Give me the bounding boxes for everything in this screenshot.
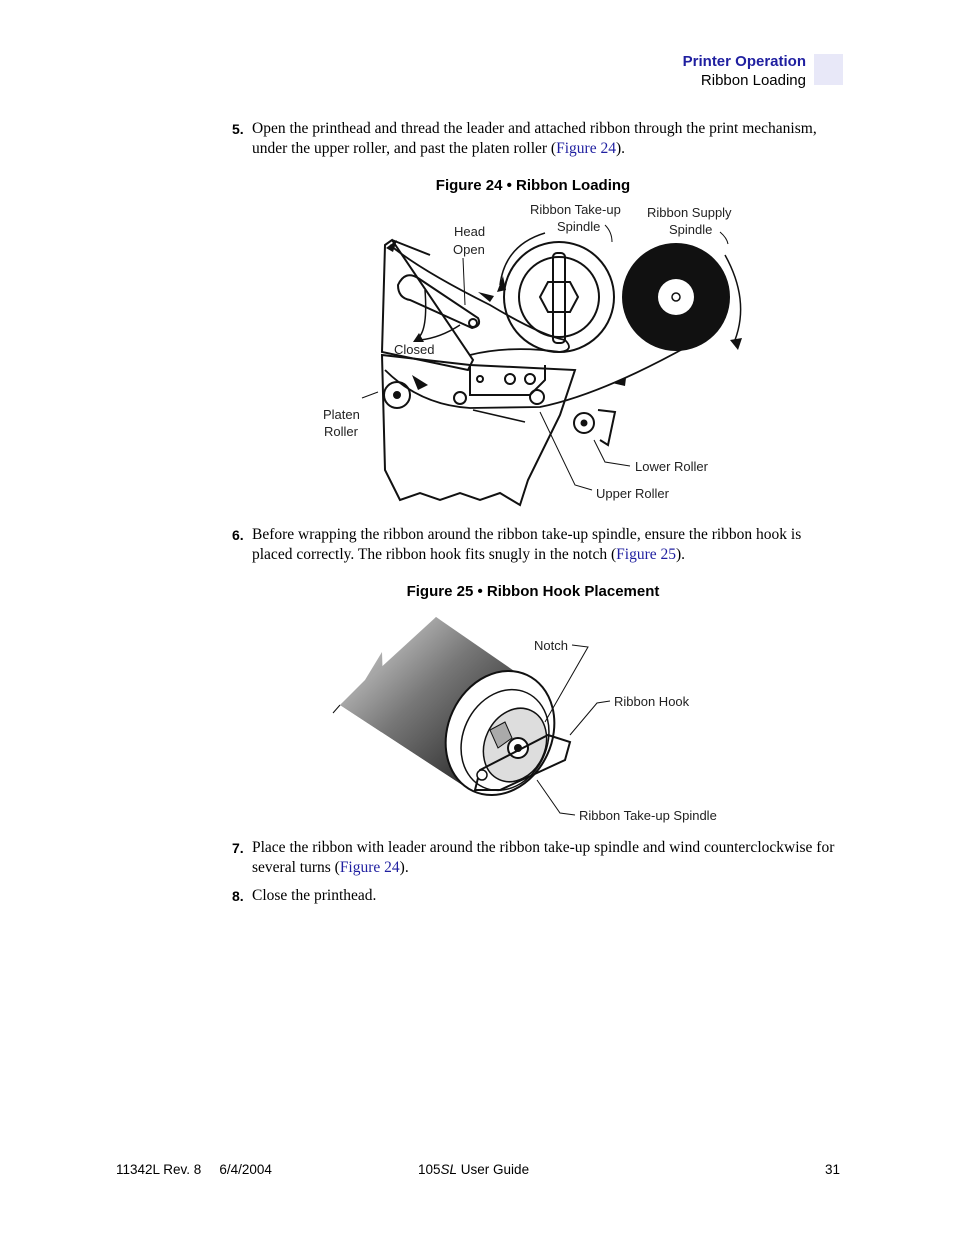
step-5 <box>232 119 842 159</box>
label-take-up-spindle: Ribbon Take-up Spindle <box>579 808 717 823</box>
figure-24-link[interactable]: Figure 24 <box>556 140 616 157</box>
label-supply-line2: Spindle <box>669 222 713 237</box>
label-platen-line1: Platen <box>323 407 360 422</box>
take-up-spindle <box>504 242 614 352</box>
footer-page-number: 31 <box>825 1162 841 1177</box>
label-take-up-line2: Spindle <box>557 219 601 234</box>
step-text: Open the printhead and thread the leader and attached ribbon through the print mechanism, under the upper roller, and past the platen roller (Figure 24). <box>252 120 817 157</box>
figure-25-caption: Figure 25 • Ribbon Hook Placement <box>406 583 660 600</box>
label-lower-roller: Lower Roller <box>635 459 708 474</box>
label-ribbon-hook: Ribbon Hook <box>614 694 690 709</box>
label-take-up-line1: Ribbon Take-up <box>530 202 621 217</box>
header-subsection: Ribbon Loading <box>700 72 806 89</box>
footer-date: 6/4/2004 <box>219 1162 272 1177</box>
head-lever <box>398 275 479 328</box>
step-6 <box>232 525 842 565</box>
footer-guide-title: 105SL User Guide <box>418 1162 530 1177</box>
label-upper-roller: Upper Roller <box>596 486 669 501</box>
step-text: Before wrapping the ribbon around the ribbon take-up spindle, ensure the ribbon hook is placed correctly. The ribbon hook fits snugly in the notch (Figure 25). <box>252 526 802 563</box>
step-number: 6. <box>232 527 244 543</box>
running-header <box>683 52 806 90</box>
step-number: 8. <box>232 888 244 904</box>
upper-roller <box>530 390 544 404</box>
step-text: Close the printhead. <box>252 887 377 904</box>
step-8 <box>232 886 842 906</box>
step-text: Place the ribbon with leader around the ribbon take-up spindle and wind counterclockwise for several turns (Figure 24). <box>252 839 835 876</box>
footer-doc-info <box>116 1162 272 1177</box>
label-notch: Notch <box>534 638 568 653</box>
label-supply-line1: Ribbon Supply <box>647 205 732 220</box>
figure-25-link[interactable]: Figure 25 <box>616 546 677 563</box>
label-platen-line2: Roller <box>324 424 358 439</box>
label-head-line2: Open <box>453 242 485 257</box>
header-section: Printer Operation <box>682 53 806 70</box>
footer-doc-number: 11342L Rev. 8 <box>116 1162 202 1177</box>
label-head-line1: Head <box>454 224 486 239</box>
step-number: 5. <box>232 121 244 137</box>
figure-24-caption: Figure 24 • Ribbon Loading <box>435 177 631 194</box>
figure-24-ribbon-loading-diagram <box>310 198 760 516</box>
figure-24-link[interactable]: Figure 24 <box>339 859 400 876</box>
label-closed: Closed <box>394 342 435 357</box>
figure-25-ribbon-hook-diagram <box>325 610 745 830</box>
header-tab-marker <box>814 54 843 85</box>
step-number: 7. <box>232 840 244 856</box>
step-7 <box>232 838 842 878</box>
